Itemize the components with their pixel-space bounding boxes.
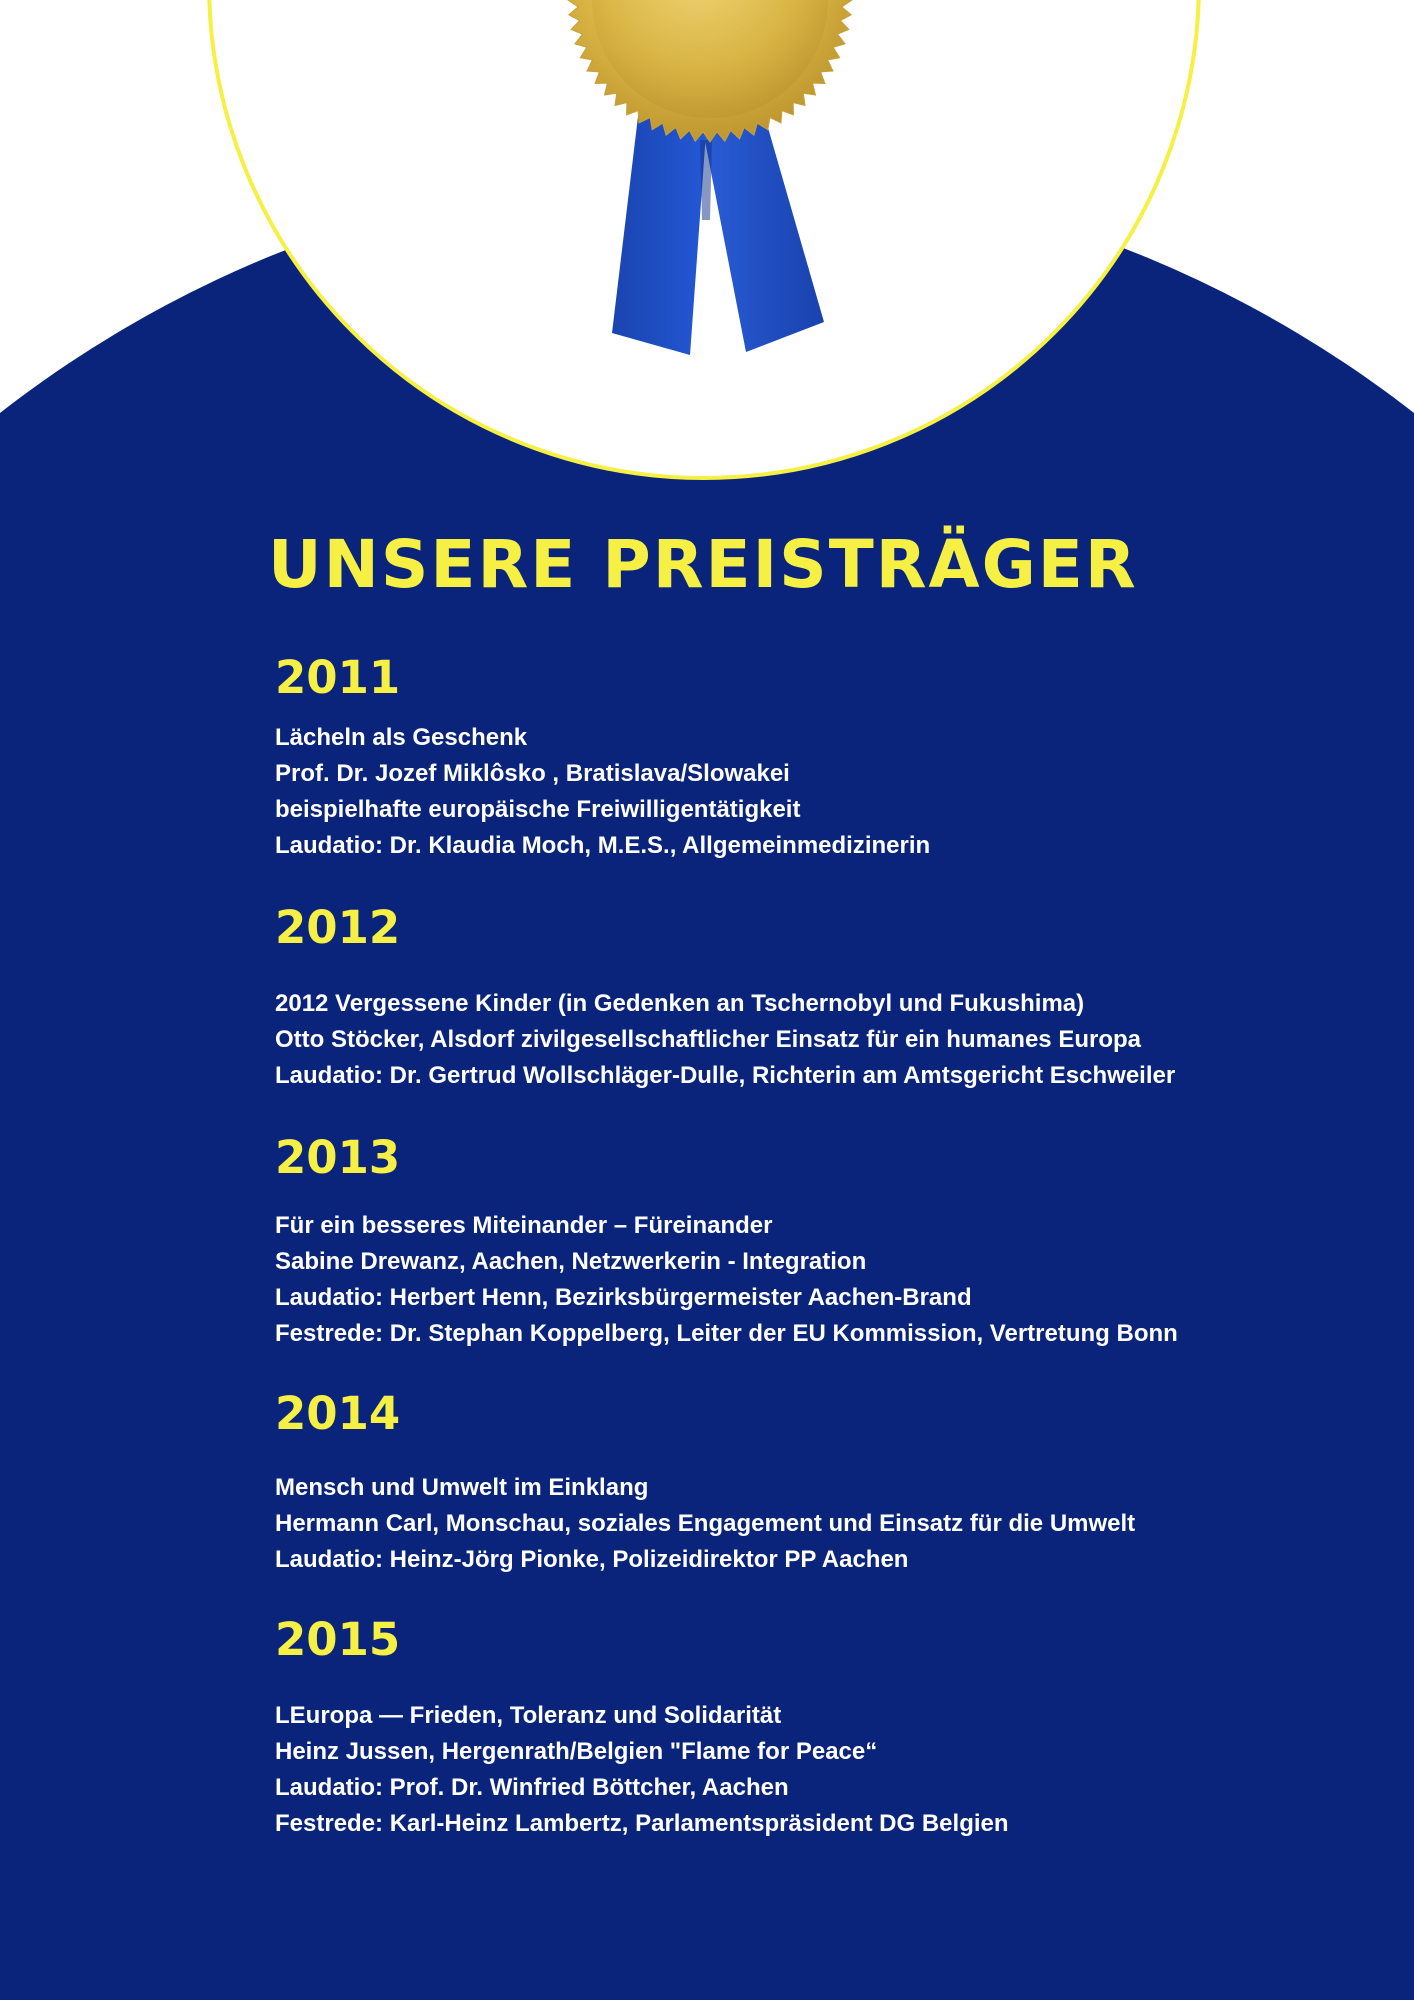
entry-line: Mensch und Umwelt im Einklang	[275, 1474, 649, 1501]
entry-line: LEuropa — Frieden, Toleranz und Solidarität	[275, 1702, 782, 1729]
entry-line: Laudatio: Dr. Gertrud Wollschläger-Dulle, Richterin am Amtsgericht Eschweiler	[275, 1062, 1176, 1089]
entry-year: 2012	[275, 901, 401, 954]
entry-year: 2011	[275, 651, 401, 704]
entry-line: Sabine Drewanz, Aachen, Netzwerkerin - Integration	[275, 1248, 867, 1275]
entry-lines	[275, 720, 930, 864]
entry-line: Prof. Dr. Jozef Miklôsko , Bratislava/Slowakei	[275, 760, 790, 787]
entry-line: Festrede: Dr. Stephan Koppelberg, Leiter der EU Kommission, Vertretung Bonn	[275, 1320, 1178, 1347]
entry-year: 2014	[275, 1387, 401, 1440]
entry-line: Laudatio: Heinz-Jörg Pionke, Polizeidirektor PP Aachen	[275, 1546, 909, 1573]
entry-year: 2013	[275, 1131, 401, 1184]
entry-line: Heinz Jussen, Hergenrath/Belgien "Flame for Peace“	[275, 1738, 878, 1765]
entry-line: Otto Stöcker, Alsdorf zivilgesellschaftlicher Einsatz für ein humanes Europa	[275, 1026, 1141, 1053]
entry-lines	[275, 1470, 1135, 1578]
entry-line: Für ein besseres Miteinander – Füreinander	[275, 1212, 773, 1239]
entry-line: Laudatio: Herbert Henn, Bezirksbürgermeister Aachen-Brand	[275, 1284, 972, 1311]
page-title: UNSERE PREISTRÄGER	[268, 526, 1138, 603]
entry-line: Lächeln als Geschenk	[275, 724, 528, 751]
entry-line: Laudatio: Prof. Dr. Winfried Böttcher, Aachen	[275, 1774, 789, 1801]
entry-line: Hermann Carl, Monschau, soziales Engagement und Einsatz für die Umwelt	[275, 1510, 1136, 1537]
entry-lines	[275, 1698, 1009, 1842]
entry-line: Festrede: Karl-Heinz Lambertz, Parlamentspräsident DG Belgien	[275, 1810, 1009, 1837]
entry-line: Laudatio: Dr. Klaudia Moch, M.E.S., Allgemeinmedizinerin	[275, 832, 931, 859]
entry-line: 2012 Vergessene Kinder (in Gedenken an Tschernobyl und Fukushima)	[275, 990, 1085, 1017]
entry-lines	[275, 1208, 1178, 1352]
entry-year: 2015	[275, 1613, 401, 1666]
entry-lines	[275, 986, 1175, 1094]
entry-line: beispielhafte europäische Freiwilligentätigkeit	[275, 796, 801, 823]
